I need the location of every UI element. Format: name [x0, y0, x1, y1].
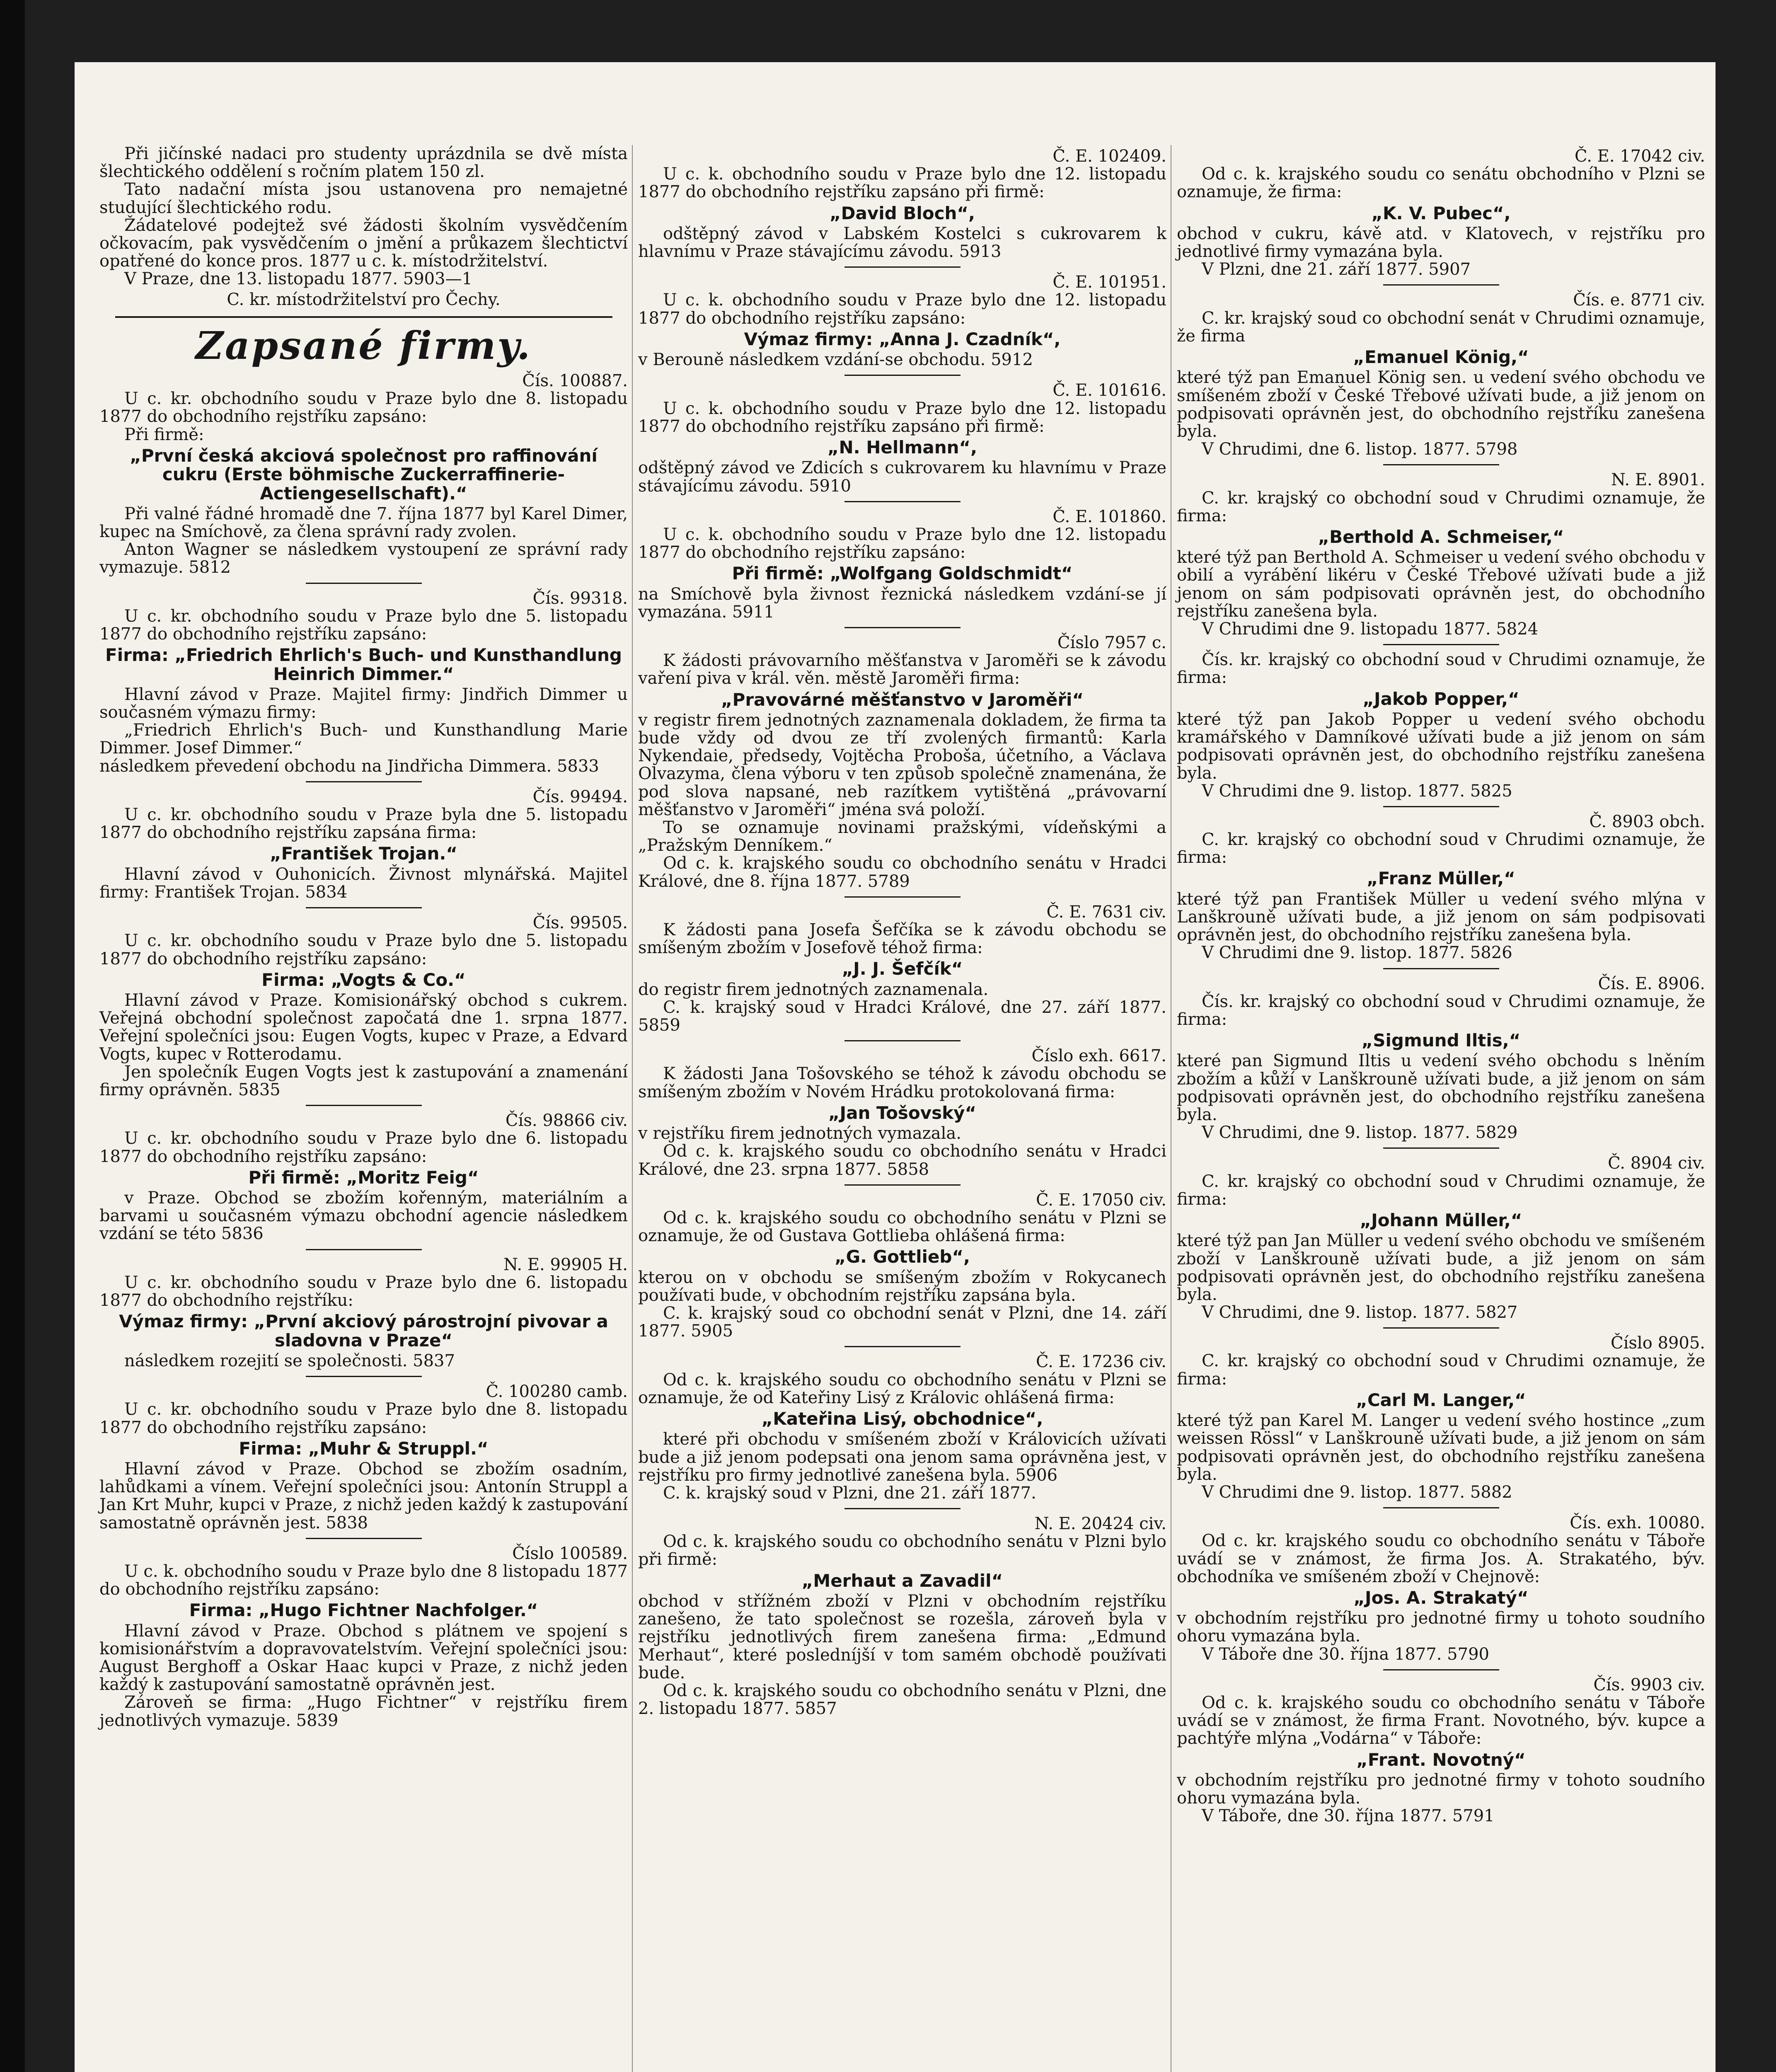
entry-text: odštěpný závod v Labském Kostelci s cukrovarem k hlavnímu v Praze stávajícímu závodu. 5913: [638, 224, 1166, 261]
entry-separator: [1383, 968, 1499, 969]
entry-separator: [306, 583, 422, 584]
entry-number: Č. E. 101616.: [1053, 381, 1166, 400]
entry-number: N. E. 99905 H.: [503, 1255, 628, 1274]
firm-name: „K. V. Pubec“,: [1371, 203, 1511, 223]
firm-name: „Johann Müller,“: [1360, 1210, 1522, 1230]
entry-text: které týž pan Jakob Popper u vedení svého obchodu kramářského v Damníkové užívati bude a již jenom on sám podpisovati oprávněn jest, do obchodního rejstříku zanešena byla.: [1177, 709, 1705, 783]
firm-name: Při firmě: „Wolfgang Goldschmidt“: [732, 563, 1073, 584]
entry-text: které pan Sigmund Iltis u vedení svého obchodu s lněním zbožím a kůží v Lanškrouně užívati bude, a již jenom on sám podpisovati oprávněn jest, do obchodního rejstříku zanešena byla.: [1177, 1051, 1705, 1125]
entry-number: Čís. 100887.: [522, 371, 628, 391]
entry-number: Čís. E. 8906.: [1598, 974, 1705, 993]
entry-text: Od c. k. krajského soudu co obchodního senátu v Hradci Králové, dne 23. srpna 1877. 5858: [638, 1142, 1166, 1179]
entry-intro: K žádosti pana Josefa Šefčíka se k závodu obchodu se smíšeným zbožím v Josefově téhož firma:: [638, 920, 1166, 958]
firm-name: Firma: „Vogts & Co.“: [261, 969, 466, 990]
entry-separator: [306, 1105, 422, 1106]
column-right: [1177, 145, 1705, 1825]
entry-number: Č. E. 17050 civ.: [1036, 1190, 1166, 1210]
entry-intro: U c. kr. obchodního soudu v Praze bylo dne 5. listopadu 1877 do obchodního rejstříku zapsáno:: [99, 606, 628, 644]
entry-text: Zároveň se firma: „Hugo Fichtner“ v rejstříku firem jednotlivých vymazuje. 5839: [99, 1693, 628, 1730]
scan-edge-left: [0, 0, 25, 2072]
entry-intro: C. kr. krajský co obchodní soud v Chrudimi oznamuje, že firma:: [1177, 1172, 1705, 1209]
entry-text: V Chrudimi dne 9. listop. 1877. 5882: [1202, 1482, 1512, 1502]
entry-intro: U c. k. obchodního soudu v Praze bylo dne 12. listopadu 1877 do obchodního rejstříku zapsáno při firmě:: [638, 165, 1166, 202]
entry-text: které týž pan Berthold A. Schmeiser u vedení svého obchodu v obilí a vyrábění likéru v České Třebové užívati bude a již jenom on sám podpisovati oprávněn jest, do obchodního rejstříku zanešena byla.: [1177, 548, 1705, 621]
entry-text: V Chrudimi dne 9. listop. 1877. 5826: [1202, 943, 1512, 963]
firm-name: Firma: „Muhr & Struppl.“: [239, 1438, 489, 1459]
entry-text: které týž pan Jan Müller u vedení svého obchodu ve smíšeném zboží v Lanškrouně užívati bude, a již jenom on sám podpisovati oprávněn jest, do obchodního rejstříku zanešena byla.: [1177, 1231, 1705, 1304]
entry-intro: Od c. k. krajského soudu co senátu obchodního v Plzni se oznamuje, že firma:: [1177, 165, 1705, 202]
entry-text: obchod v střížném zboží v Plzni v obchodním rejstříku zanešeno, že tato společnost se rozešla, zároveň byla v rejstříku jednotlivých firem zanešena firma: „Edmund Merhaut“, které posledníjší v tom samém obchodě používati bude.: [638, 1592, 1166, 1682]
entry-text: v registr firem jednotných zaznamenala dokladem, že firma ta bude vždy od dvou ze tří zvolených firmantů: Karla Nykendaie, předsedy, Vojtěcha Proboša, účetního, a Václava Olvazyma, člena výboru v ten způsob společně znamenána, že pod slova napsané, neb razítkem vytištěná „právovarní měšťanstvo v Jaroměři“ jména svá položí.: [638, 710, 1166, 819]
entry-number: Čís. 99505.: [532, 913, 628, 933]
entry-number: Č. 8903 obch.: [1589, 812, 1705, 831]
entry-text: Od c. k. krajského soudu co obchodního senátu v Plzni, dne 2. listopadu 1877. 5857: [638, 1681, 1166, 1719]
entry-text: V Chrudimi, dne 6. listop. 1877. 5798: [1202, 440, 1518, 459]
column-rule: [632, 145, 633, 2072]
entry-text: Hlavní závod v Praze. Obchod se zbožím osadním, lahůdkami a vínem. Veřejní společníci jsou: Antonín Struppl a Jan Krt Muhr, kupci v Praze, z nichž jeden každý k zastupování samostatně oprávněn jest. 5838: [99, 1460, 628, 1532]
entry-intro: U c. k. obchodního soudu v Praze bylo dne 12. listopadu 1877 do obchodního rejstříku zapsáno:: [638, 290, 1166, 328]
entry-intro: U c. k. obchodního soudu v Praze bylo dne 8 listopadu 1877 do obchodního rejstříku zapsáno:: [99, 1562, 628, 1599]
entry-text: do registr firem jednotných zaznamenala.: [638, 980, 989, 999]
firm-name: Výmaz firmy: „Anna J. Czadník“,: [744, 329, 1061, 349]
entry-number: N. E. 8901.: [1611, 470, 1705, 490]
notice-date: V Praze, dne 13. listopadu 1877. 5903—1: [124, 269, 473, 289]
entry-text: „Friedrich Ehrlich's Buch- und Kunsthandlung Marie Dimmer. Josef Dimmer.“: [99, 721, 628, 758]
entry-separator: [306, 1538, 422, 1539]
firm-name: „David Bloch“,: [830, 203, 975, 223]
entry-text: V Chrudimi dne 9. listopadu 1877. 5824: [1202, 620, 1539, 639]
entry-intro: U c. kr. obchodního soudu v Praze byla dne 5. listopadu 1877 do obchodního rejstříku zapsána firma:: [99, 805, 628, 842]
entry-intro: U c. kr. obchodního soudu v Praze bylo dne 6. listopadu 1877 do obchodního rejstříku:: [99, 1273, 628, 1310]
entry-number: Čís. e. 8771 civ.: [1573, 290, 1705, 310]
firm-name: Firma: „Hugo Fichtner Nachfolger.“: [189, 1600, 538, 1621]
entry-number: Číslo 7957 c.: [1057, 633, 1166, 652]
entry-text: následkem převedení obchodu na Jindřicha Dimmera. 5833: [99, 756, 599, 776]
entry-separator: [1383, 1507, 1499, 1508]
entry-number: Č. 8904 civ.: [1608, 1154, 1705, 1173]
entry-text: obchod v cukru, kávě atd. v Klatovech, v rejstříku pro jednotlivé firmy vymazána byla.: [1177, 224, 1705, 261]
entry-separator: [1383, 1327, 1499, 1329]
entry-separator: [844, 1184, 961, 1186]
entry-number: Čís. 99318.: [532, 588, 628, 608]
entry-text: v obchodním rejstříku pro jednotné firmy u tohoto soudního ohoru vymazána byla.: [1177, 1609, 1705, 1646]
entry-number: Čís. 99494.: [532, 787, 628, 806]
entry-text: Jen společník Eugen Vogts jest k zastupování a znamenání firmy oprávněn. 5835: [99, 1062, 628, 1099]
firm-name: „Franz Müller,“: [1367, 868, 1515, 889]
entry-text: V Táboře, dne 30. října 1877. 5791: [1202, 1806, 1495, 1826]
entry-intro: C. kr. krajský soud co obchodní senát v Chrudimi oznamuje, že firma: [1177, 308, 1705, 346]
entry-intro: U c. kr. obchodního soudu v Praze bylo dne 8. listopadu 1877 do obchodního rejstříku zapsáno:: [99, 389, 628, 426]
entry-number: Čís. 98866 civ.: [505, 1111, 628, 1130]
entry-intro: C. kr. krajský co obchodní soud v Chrudimi oznamuje, že firma:: [1177, 830, 1705, 867]
entry-separator: [1383, 464, 1499, 465]
entry-text: které týž pan Emanuel König sen. u vedení svého obchodu ve smíšeném zboží v České Třebové užívati bude, a již jenom on podpisovati oprávněn jest, do obchodního rejstříku zanešena byla.: [1177, 368, 1705, 441]
firm-name: „Jakob Popper,“: [1362, 688, 1520, 709]
column-middle: [638, 145, 1166, 1718]
entry-intro: Od c. k. krajského soudu co obchodního senátu v Plzni se oznamuje, že od Kateřiny Lisý z Královic ohlášená firma:: [638, 1370, 1166, 1407]
section-heading: Zapsané firmy.: [195, 323, 532, 368]
entry-separator: [306, 907, 422, 908]
entry-text: C. k. krajský soud v Plzni, dne 21. září 1877.: [663, 1483, 1036, 1503]
notice-paragraph: Žádatelové podejtež své žádosti školním vysvědčením očkovacím, pak vysvědčením o jmění a průkazem šlechtictví opatřené do konce pros. 1877 u c. k. místodržitelství.: [99, 215, 628, 271]
entry-intro: Od c. k. krajského soudu co obchodního senátu v Plzni se oznamuje, že od Gustava Gottlieba ohlášená firma:: [638, 1208, 1166, 1246]
entry-text: v obchodním rejstříku pro jednotné firmy v tohoto soudního ohoru vymazána byla.: [1177, 1770, 1705, 1808]
entry-text: následkem rozejití se společnosti. 5837: [124, 1351, 455, 1370]
entry-number: Číslo 8905.: [1610, 1334, 1705, 1353]
firm-name: „Frant. Novotný“: [1356, 1749, 1526, 1770]
entry-intro: K žádosti právovarního měšťanstva v Jaroměři se k závodu vaření piva v král. věn. městě Jaroměři firma:: [638, 651, 1166, 688]
entry-number: Č. E. 17042 civ.: [1575, 147, 1705, 166]
entry-separator: [306, 1249, 422, 1250]
entry-text: Hlavní závod v Ouhonicích. Živnost mlynářská. Majitel firmy: František Trojan. 5834: [99, 864, 628, 902]
entry-separator: [1383, 644, 1499, 645]
firm-name: Výmaz firmy: „První akciový párostrojní pivovar a sladovna v Praze“: [119, 1311, 608, 1351]
entry-intro: C. kr. krajský co obchodní soud v Chrudimi oznamuje, že firma:: [1177, 488, 1705, 525]
entry-intro: C. kr. krajský co obchodní soud v Chrudimi oznamuje, že firma:: [1177, 1351, 1705, 1389]
entry-number: N. E. 20424 civ.: [1034, 1514, 1166, 1534]
entry-number: Č. E. 17236 civ.: [1036, 1352, 1166, 1372]
firm-name: „Pravovárné měšťanstvo v Jaroměři“: [721, 689, 1084, 710]
firm-name: „Emanuel König,“: [1353, 347, 1529, 368]
entry-text: Při valné řádné hromadě dne 7. října 1877 byl Karel Dimer, kupec na Smíchově, za člena správní rady zvolen.: [99, 504, 628, 542]
entry-separator: [306, 1376, 422, 1377]
firm-name: „Carl M. Langer,“: [1356, 1389, 1526, 1410]
entry-text: na Smíchově byla živnost řeznická následkem vzdání-se jí vymazána. 5911: [638, 584, 1166, 622]
entry-text: Hlavní závod v Praze. Majitel firmy: Jindřich Dimmer u současném výmazu firmy:: [99, 685, 628, 722]
firm-name: „Kateřina Lisý, obchodnice“,: [761, 1409, 1043, 1429]
entry-text: odštěpný závod ve Zdicích s cukrovarem ku hlavnímu v Praze stávajícímu závodu. 5910: [638, 458, 1166, 496]
entry-separator: [1383, 1669, 1499, 1670]
entry-text: které týž pan František Müller u vedení svého mlýna v Lanškrouně užívati bude, a již jenom on sám podpisovati oprávněn jest, do obchodního rejstříku zanešena byla.: [1177, 889, 1705, 945]
entry-label: Při firmě:: [124, 425, 204, 444]
entry-separator: [1383, 1147, 1499, 1149]
entry-text: To se oznamuje novinami pražskými, vídeňskými a „Pražským Denníkem.“: [638, 818, 1166, 855]
entry-text: v rejstříku firem jednotných vymazala.: [638, 1124, 961, 1143]
firm-name: Při firmě: „Moritz Feig“: [248, 1167, 479, 1188]
firm-name: „První česká akciová společnost pro raffinování cukru (Erste böhmische Zuckerraffinerie-Actiengesellschaft).“: [130, 445, 598, 503]
entry-separator: [306, 781, 422, 782]
column-left: [99, 145, 628, 1730]
entry-intro: Čís. kr. krajský co obchodní soud v Chrudimi oznamuje, že firma:: [1177, 650, 1705, 687]
entry-text: které týž pan Karel M. Langer u vedení svého hostince „zum weissen Rössl“ v Lanškrouně užívati bude, a již jenom on sám podpisovati oprávněn jest, do obchodního rejstříku zanešena byla.: [1177, 1411, 1705, 1484]
notice-paragraph: Při jičínské nadaci pro studenty uprázdnila se dvě místa šlechtického oddělení s ročním platem 150 zl.: [99, 144, 628, 182]
firm-name: „Jos. A. Strakatý“: [1353, 1587, 1529, 1608]
firm-name: „Merhaut a Zavadil“: [801, 1570, 1003, 1591]
entry-number: Č. E. 101860.: [1053, 507, 1166, 526]
notice-paragraph: Tato nadační místa jsou ustanovena pro nemajetné studující šlechtického rodu.: [99, 180, 628, 217]
entry-text: V Chrudimi, dne 9. listop. 1877. 5827: [1202, 1303, 1518, 1322]
newspaper-page: [75, 62, 1716, 2072]
entry-text: Hlavní závod v Praze. Obchod s plátnem ve spojení s komisionářstvím a dopravovatelstvím. Veřejní společníci jsou: August Berghoff a Oskar Haac kupci v Praze, z nichž jeden každý k zastupování samostatně oprávněn jest.: [99, 1621, 628, 1694]
entry-text: V Chrudimi, dne 9. listop. 1877. 5829: [1202, 1123, 1518, 1143]
entry-intro: Od c. kr. krajského soudu co obchodního senátu v Táboře uvádí se v známost, že firma Jos. A. Strakatého, býv. obchodníka ve smíšeném zboží v Chejnově:: [1177, 1531, 1705, 1586]
entry-intro: U c. k. obchodního soudu v Praze bylo dne 12. listopadu 1877 do obchodního rejstříku zapsáno:: [638, 525, 1166, 562]
entry-separator: [1383, 284, 1499, 286]
entry-number: Č. E. 101951.: [1053, 273, 1166, 292]
entry-text: kterou on v obchodu se smíšeným zbožím v Rokycanech používati bude, v obchodním rejstříku zapsána byla.: [638, 1268, 1166, 1305]
entry-separator: [844, 1346, 961, 1347]
firm-name: „František Trojan.“: [270, 843, 457, 864]
entry-number: Čís. exh. 10080.: [1570, 1513, 1705, 1533]
entry-intro: U c. kr. obchodního soudu v Praze bylo dne 5. listopadu 1877 do obchodního rejstříku zapsáno:: [99, 931, 628, 968]
entry-number: Číslo exh. 6617.: [1031, 1046, 1166, 1066]
firm-name: „J. J. Šefčík“: [842, 959, 963, 979]
entry-text: V Chrudimi dne 9. listop. 1877. 5825: [1202, 781, 1512, 801]
entry-separator: [1383, 806, 1499, 807]
section-divider: [115, 316, 612, 318]
entry-text: Anton Wagner se následkem vystoupení ze správní rady vymazuje. 5812: [99, 540, 628, 577]
entry-separator: [844, 627, 961, 628]
entry-number: Čís. 9903 civ.: [1593, 1675, 1705, 1694]
entry-number: Č. E. 102409.: [1053, 147, 1166, 166]
entry-separator: [844, 266, 961, 268]
entry-text: Hlavní závod v Praze. Komisionářský obchod s cukrem. Veřejná obchodní společnost započatá dne 1. srpna 1877. Veřejní společníci jsou: Eugen Vogts, kupec v Praze, a Edvard Vogts, kupec v Rotterodamu.: [99, 991, 628, 1064]
entry-intro: K žádosti Jana Tošovského se téhož k závodu obchodu se smíšeným zbožím v Novém Hrádku protokolovaná firma:: [638, 1064, 1166, 1101]
entry-separator: [844, 501, 961, 502]
entry-number: Č. 100280 camb.: [486, 1382, 628, 1402]
entry-intro: U c. k. obchodního soudu v Praze bylo dne 12. listopadu 1877 do obchodního rejstříku zapsáno při firmě:: [638, 399, 1166, 436]
entry-text: V Plzni, dne 21. září 1877. 5907: [1202, 260, 1471, 279]
entry-intro: Od c. k. krajského soudu co obchodního senátu v Táboře uvádí se v známost, že firma Frant. Novotného, býv. kupce a pachtýře mlýna „Vodárna“ v Táboře:: [1177, 1693, 1705, 1748]
entry-separator: [844, 896, 961, 898]
firm-name: „Jan Tošovský“: [828, 1102, 977, 1123]
entry-number: Č. E. 7631 civ.: [1046, 902, 1166, 922]
entry-separator: [844, 1040, 961, 1041]
entry-intro: Čís. kr. krajský co obchodní soud v Chrudimi oznamuje, že firma:: [1177, 992, 1705, 1029]
entry-text: C. k. krajský soud co obchodní senát v Plzni, dne 14. září 1877. 5905: [638, 1304, 1166, 1341]
firm-name: „Berthold A. Schmeiser,“: [1318, 526, 1564, 547]
entry-text: v Berouně následkem vzdání-se obchodu. 5912: [638, 350, 1033, 370]
entry-text: V Táboře dne 30. října 1877. 5790: [1202, 1644, 1489, 1664]
firm-name: „Sigmund Iltis,“: [1361, 1030, 1521, 1051]
entry-intro: U c. kr. obchodního soudu v Praze bylo dne 6. listopadu 1877 do obchodního rejstříku zapsáno:: [99, 1129, 628, 1166]
entry-text: v Praze. Obchod se zbožím kořenným, materiálním a barvami u současném výmazu obchodní agencie následkem vzdání se této 5836: [99, 1188, 628, 1244]
entry-separator: [844, 1508, 961, 1509]
entry-intro: U c. kr. obchodního soudu v Praze bylo dne 8. listopadu 1877 do obchodního rejstříku zapsáno:: [99, 1400, 628, 1437]
entry-intro: Od c. k. krajského soudu co obchodního senátu v Plzni bylo při firmě:: [638, 1532, 1166, 1569]
notice-signature: C. kr. místodržitelství pro Čechy.: [227, 290, 501, 309]
entry-separator: [844, 375, 961, 376]
firm-name: Firma: „Friedrich Ehrlich's Buch- und Kunsthandlung Heinrich Dimmer.“: [105, 645, 622, 684]
entry-text: které při obchodu v smíšeném zboží v Královicích užívati bude a již jenom podepsati ona jenom sama oprávněna jest, v rejstříku pro firmy jednotlivé zanešena byla. 5906: [638, 1430, 1166, 1485]
entry-text: Od c. k. krajského soudu co obchodního senátu v Hradci Králové, dne 8. října 1877. 5789: [638, 854, 1166, 891]
firm-name: „N. Hellmann“,: [827, 437, 978, 457]
entry-text: C. k. krajský soud v Hradci Králové, dne 27. září 1877. 5859: [638, 997, 1166, 1035]
firm-name: „G. Gottlieb“,: [834, 1247, 970, 1267]
entry-number: Číslo 100589.: [512, 1544, 628, 1563]
